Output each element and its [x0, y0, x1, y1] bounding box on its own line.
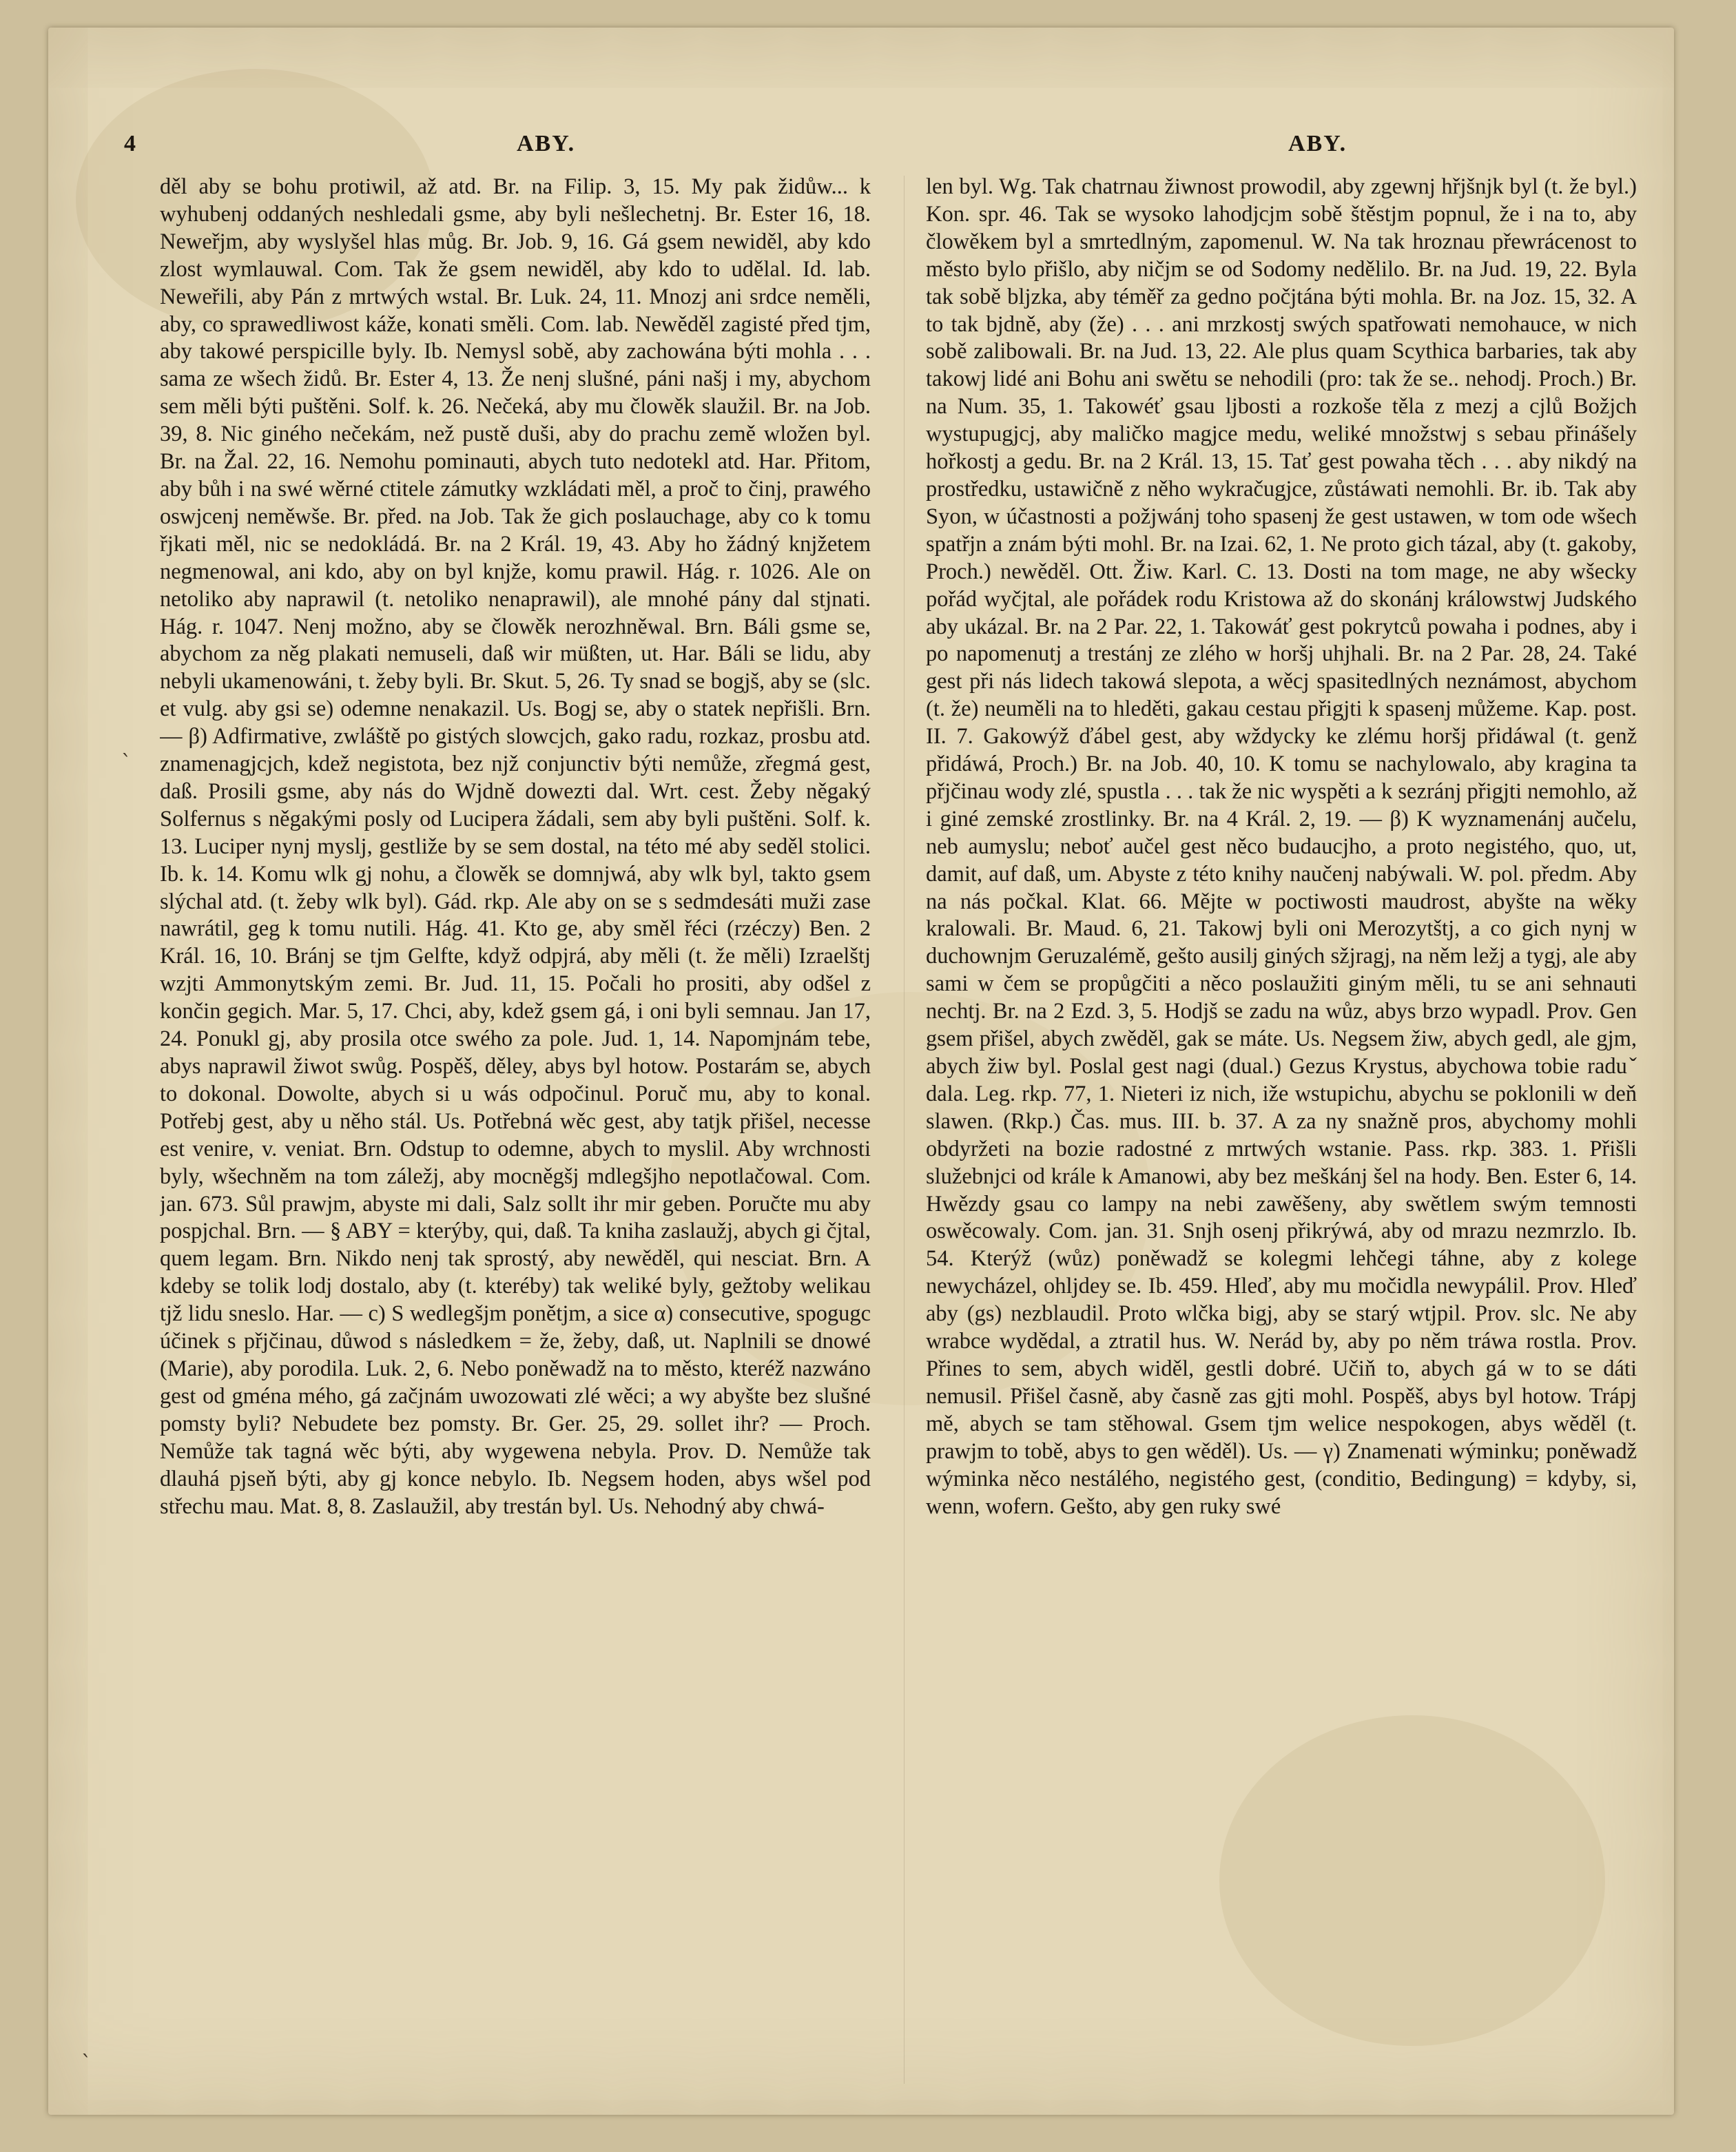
page-number: 4	[124, 131, 136, 156]
margin-mark: ˋ	[121, 751, 132, 775]
page-header	[124, 131, 1571, 158]
text-column-right	[926, 174, 1637, 2089]
column-divider	[904, 176, 905, 2084]
text-column-left	[160, 174, 871, 2089]
margin-mark: ˋ	[81, 2051, 92, 2076]
running-head-right: ABY.	[1288, 131, 1347, 156]
running-head-left: ABY.	[517, 131, 576, 156]
column-right-text: len byl. Wg. Tak chatrnau žiwnost prowodil, aby zgewnj hřjšnjk byl (t. že byl.) Kon. spr. 46. Tak se wysoko lahodjcjm sobě štěstjm popnul, že i na to, aby člowěkem byl a smrtedlným, zapomenul. W. Na tak hroznau přewrácenost to město bylo přišlo, aby ničjm se od Sodomy nedělilo. Br. na Jud. 19, 22. Byla tak sobě bljzka, aby téměř za gedno počjtána býti mohla. Br. na Joz. 15, 32. A to tak bjdně, aby (že) . . . ani mrzkostj swých spatřowati nemohauce, w nich sobě zalibowali. Br. na Jud. 13, 22. Ale plus quam Scythica barbaries, tak aby takowj lidé ani Bohu ani swětu se nehodili (pro: tak že se.. nehodj. Proch.) Br. na Num. 35, 1. Takowéť gsau ljbosti a rozkoše těla z mezj a cjlů Božjch wystupugjcj, aby maličko magjce medu, weliké množstwj s sebau přinášely hořkostj a gedu. Br. na 2 Král. 13, 15. Tať gest powaha těch . . . aby nikdý na prostředku, ustawičně z něho wykračugjce, zůstáwati nemohli. Br. ib. Tak aby Syon, w účastnosti a požjwánj toho spasenj že gest ustawen, w tom ode wšech spatřjn a znám býti mohl. Br. na Izai. 62, 1. Ne proto gich tázal, aby (t. gakoby, Proch.) newěděl. Ott. Žiw. Karl. C. 13. Dosti na tom mage, ne aby wšecky pořád wyčjtal, ale pořádek rodu Kristowa až do skonánj králowstwj Judského aby ukázal. Br. na 2 Par. 22, 1. Takowáť gest pokrytců powaha i podnes, aby i po napomenutj a trestánj ze zlého w horšj uhjhali. Br. na 2 Par. 28, 24. Také gest při nás lidech takowá slepota, a wěcj spasitedlných neznámost, abychom (t. že) neuměli na to hleděti, gakau cestau přigjti k spasenj můžeme. Kap. post. II. 7. Gakowýž ďábel gest, aby wždycky ke zlému horšj přidáwal (t. genž přidáwá, Proch.) Br. na Job. 40, 10. K tomu se nachylowalo, aby kragina ta přjčinau wody zlé, spustla . . . tak že nic wyspěti a k sezránj přigjti nemohlo, až i giné zemské zrostlinky. Br. na 4 Král. 2, 19. — β) K wyznamenánj aučelu, neb aumyslu; neboť aučel gest něco budaucjho, a proto negistého, quo, ut, damit, auf daß, um. Abyste z této knihy naučenj nabýwali. W. pol. předm. Aby na nás počkal. Klat. 66. Mějte w poctiwosti maudrost, abyšte na wěky kralowali. Br. Maud. 6, 21. Takowj byli oni Merozytštj, a co gich nynj w duchownjm Geruzalémě, gešto ausilj giných sžjragj, na něm ležj a tygj, ale aby sami w čem se propůgčiti a něco poslaužiti giným měli, tu se ani sehnauti nechtj. Br. na 2 Ezd. 3, 5. Hodjš se zadu na wůz, abys brzo wypadl. Prov. Gen gsem přišel, abych zwěděl, gak se máte. Us. Negsem žiw, abych gedl, ale gjm, abych žiw byl. Poslal gest nagi (dual.) Gezus Krystus, abychowa tobie raduˇ dala. Leg. rkp. 77, 1. Nieteri iz nich, iže wstupichu, abychu se poklonili w deň slawen. (Rkp.) Čas. mus. III. b. 37. A za ny snažně pros, abychomy mohli obdyržeti na bozie radostné z mrtwých wstanie. Pass. rkp. 383. 1. Přišli služebnjci od krále k Amanowi, aby bez meškánj šel na hody. Ben. Ester 6, 14. Hwězdy gsau co lampy na nebi zawěšeny, aby swětlem swým temnosti oswěcowaly. Com. jan. 31. Snjh osenj přikrýwá, aby od mrazu nezmrzlo. Ib. 54. Kterýž (wůz) poněwadž se kolegmi lehčegi táhne, aby z kolege newycházel, ohljdey se. Ib. 459. Hleď, aby mu močidla newypálil. Prov. Hleď aby (gs) nezblaudil. Proto wlčka bigj, aby se starý wtjpil. Prov. slc. Ne aby wrabce wydědal, a ztratil hus. W. Nerád by, aby po něm tráwa rostla. Prov. Přines to sem, abych widěl, gestli dobré. Učiň to, abych gá w to se dáti nemusil. Přišel časně, aby časně zas gjti mohl. Pospěš, abys byl hotow. Trápj mě, abych se tam stěhowal. Gsem tjm welice nespokogen, abys wěděl (t. prawjm to tobě, abys to gen wěděl). Us. — γ) Znamenati wýminku; poněwadž wýminka něco nestálého, negistého gest, (conditio, Bedingung) = kdyby, si, wenn, wofern. Gešto, aby gen ruky swé	[926, 174, 1637, 1519]
column-left-text: děl aby se bohu protiwil, až atd. Br. na Filip. 3, 15. My pak židůw... k wyhubenj oddaných neshledali gsme, aby byli nešlechetnj. Br. Ester 16, 18. Neweřjm, aby wyslyšel hlas můg. Br. Job. 9, 16. Gá gsem newiděl, aby kdo zlost wymlauwal. Com. Tak že gsem newiděl, aby kdo to udělal. Id. lab. Neweřili, aby Pán z mrtwých wstal. Br. Luk. 24, 11. Mnozj ani srdce neměli, aby, co sprawedliwost káže, konati směli. Com. lab. Newěděl zagisté před tjm, aby takowé perspicille byly. Ib. Nemysl sobě, aby zachowána býti mohla . . . sama ze wšech židů. Br. Ester 4, 13. Že nenj slušné, páni našj i my, abychom sem měli býti puštěni. Solf. k. 26. Nečeká, aby mu člowěk slaužil. Br. na Job. 39, 8. Nic giného nečekám, než pustě duši, aby do prachu země wložen byl. Br. na Žal. 22, 16. Nemohu pominauti, abych tuto nedotekl atd. Har. Přitom, aby bůh i na swé wěrné ctitele zámutky wzkládati měl, a proč to činj, prawého oswjcenj neměwše. Br. před. na Job. Tak že gich poslauchage, aby co k tomu řjkati měl, nic se nedokládá. Br. na 2 Král. 19, 43. Aby ho žádný knjžetem negmenowal, ani kdo, aby on byl knjže, komu prawil. Hág. r. 1026. Ale on netoliko aby naprawil (t. netoliko nenaprawil), ale mnohé pány dal stjnati. Hág. r. 1047. Nenj možno, aby se člowěk nerozhněwal. Brn. Báli gsme se, abychom za něg plakati nemuseli, daß wir müßten, ut. Har. Báli se lidu, aby nebyli ukamenowáni, t. žeby byli. Br. Skut. 5, 26. Ty snad se bogjš, aby se (slc. et vulg. aby gsi se) odemne nenakazil. Us. Bogj se, aby o statek nepřišli. Brn. — β) Adfirmative, zwláště po gistých slowcjch, gako radu, rozkaz, prosbu atd. znamenagjcjch, kdež negistota, bez njž conjunctiv býti nemůže, zřegmá gest, daß. Prosili gsme, aby nás do Wjdně dowezti dal. Wrt. cest. Žeby něgaký Solfernus s něgakými posly od Lucipera žádali, sem aby byli puštěni. Solf. k. 13. Luciper nynj myslj, gestliže by se sem dostal, na této mé aby seděl stolici. Ib. k. 14. Komu wlk gj nohu, a člowěk se domnjwá, aby wlk byl, takto gsem slýchal atd. (t. žeby wlk byl). Gád. rkp. Ale aby on se s sedmdesáti muži zase nawrátil, geg k tomu nutili. Hág. 41. Kto ge, aby směl řéci (rzéczy) Ben. 2 Král. 16, 10. Bránj se tjm Gelfte, když odpjrá, aby měli (t. že měli) Izraelštj wzjti Ammonytským zemi. Br. Jud. 11, 15. Počali ho prositi, aby odšel z končin gegich. Mar. 5, 17. Chci, aby, kdež gsem gá, i oni byli semnau. Jan 17, 24. Ponukl gj, aby prosila otce swého za pole. Jud. 1, 14. Napomjnám tebe, abys naprawil žiwot swůg. Pospěš, děley, abys byl hotow. Postarám se, abych to dokonal. Dowolte, abych si u wás odpočinul. Poruč mu, aby to konal. Potřebj gest, aby u něho stál. Us. Potřebná wěc gest, aby tatjk přišel, necesse est venire, v. veniat. Brn. Odstup to odemne, abych to myslil. Aby wrchnosti byly, wšechněm na tom záležj, aby mocněgšj mdlegšjho nepotlačowal. Com. jan. 673. Sůl prawjm, abyste mi dali, Salz sollt ihr mir geben. Poručte mu aby pospjchal. Brn. — § ABY = kterýby, qui, daß. Ta kniha zaslaužj, abych gi čjtal, quem legam. Brn. Nikdo nenj tak sprostý, aby newěděl, qui nesciat. Brn. A kdeby se tolik lodj dostalo, aby (t. kteréby) tak weliké byly, gežtoby welikau tjž lidu sneslo. Har. — c) S wedlegšjm ponětjm, a sice α) consecutive, spogugc účinek s přjčinau, důwod s následkem = že, žeby, daß, ut. Naplnili se dnowé (Marie), aby porodila. Luk. 2, 6. Nebo poněwadž na to město, kteréž nazwáno gest od gména mého, gá začjnám uwozowati zlé wěci; a wy abyšte bez slušné pomsty byli? Nebudete bez pomsty. Br. Ger. 25, 29. sollet ihr? — Proch. Nemůže tak tagná wěc býti, aby wygewena nebyla. Prov. D. Nemůže tak dlauhá pjseň býti, aby gj konce nebylo. Ib. Negsem hoden, abys wšel pod střechu mau. Mat. 8, 8. Zaslaužil, aby trestán byl. Us. Nehodný aby chwá-	[160, 174, 871, 1519]
